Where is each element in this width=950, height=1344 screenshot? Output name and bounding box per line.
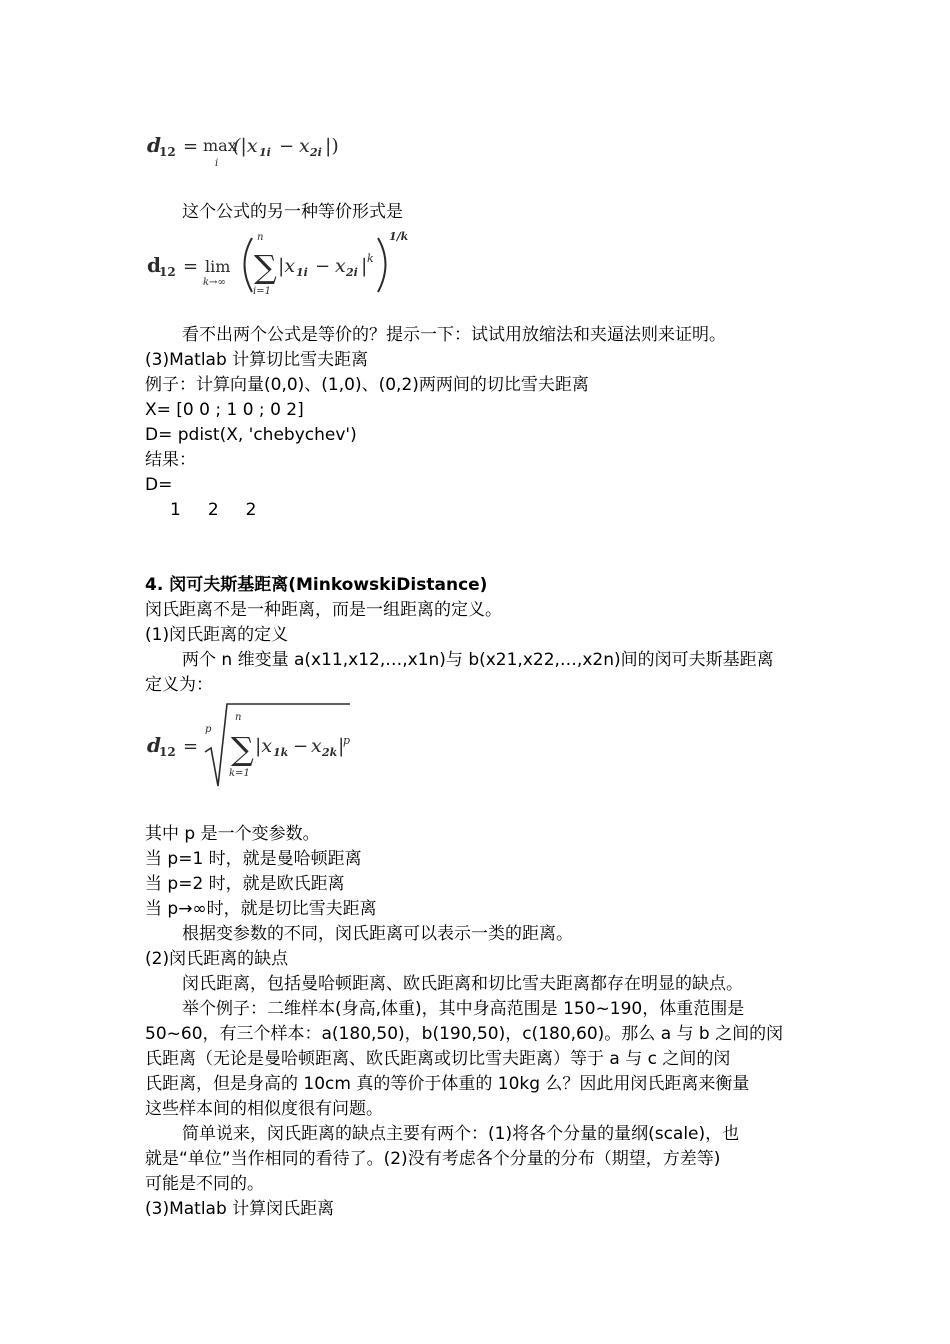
formula3-x1-sub: 1k [273, 746, 289, 759]
formula2-lhs: d [147, 253, 161, 277]
summary-para-line-3: 可能是不同的。 [145, 1174, 264, 1194]
formula3-root-index: p [205, 724, 212, 735]
p1-line: 当 p=1 时，就是曼哈顿距离 [145, 849, 362, 869]
formula1-x1-sub: 1i [259, 146, 271, 159]
subsection-drawbacks: (2)闵氏距离的缺点 [145, 949, 289, 969]
formula2-abs-open: |x [278, 255, 296, 277]
definition-line-1: 两个 n 维变量 a(x11,x12,…,x1n)与 b(x21,x22,…,x2n)间的闵可夫斯基距离 [182, 650, 774, 670]
result-d-label: D= [145, 475, 173, 495]
section-matlab-minkowski: (3)Matlab 计算闵氏距离 [145, 1199, 335, 1219]
formula2-x1-sub: 1i [296, 266, 308, 279]
example-para-line-1: 举个例子：二维样本(身高,体重)，其中身高范围是 150~190，体重范围是 [182, 999, 745, 1019]
definition-line-2: 定义为： [145, 675, 213, 695]
formula1-op-sub: i [215, 158, 219, 169]
formula2-right-paren [378, 238, 386, 292]
formula1-close: |) [325, 135, 339, 157]
example-para-line-2: 50~60，有三个样本：a(180,50)，b(190,50)，c(180,60)。那么 a 与 b 之间的闵 [145, 1024, 784, 1044]
formula2-sum-top: n [257, 232, 264, 243]
formula3-sum: ∑ [231, 730, 254, 768]
text-equivalent-form: 这个公式的另一种等价形式是 [182, 202, 403, 222]
result-values: 1 2 2 [170, 500, 257, 520]
formula2-x2-sub: 2i [346, 266, 358, 279]
formula1-lhs-sub: 12 [159, 145, 176, 159]
formula1-x2-sub: 2i [310, 146, 322, 159]
drawback-line: 闵氏距离，包括曼哈顿距离、欧氏距离和切比雪夫距离都存在明显的缺点。 [182, 974, 743, 994]
code-line-x: X= [0 0 ; 1 0 ; 0 2] [145, 400, 304, 420]
text-hint: 看不出两个公式是等价的？提示一下：试试用放缩法和夹逼法则来证明。 [182, 325, 726, 345]
example-para-line-4: 氏距离，但是身高的 10cm 真的等价于体重的 10kg 么？因此用闵氏距离来衡量 [145, 1074, 750, 1094]
formula3-radical [205, 704, 350, 786]
formula3-lhs-sub: 12 [159, 745, 176, 759]
formula2-lim-sub: k→∞ [203, 277, 226, 288]
formula3-lhs: d [147, 733, 161, 757]
formula-chebyshev-max [145, 128, 365, 176]
formula2-power-k: k [367, 252, 374, 265]
formula2-lim: lim [205, 257, 231, 276]
varying-parameter-line: 根据变参数的不同，闵氏距离可以表示一类的距离。 [182, 924, 573, 944]
formula3-abs-close: | [338, 735, 345, 757]
formula3-x: x [311, 735, 322, 757]
formula3-x2-sub: 2k [322, 746, 338, 759]
formula-minkowski [145, 700, 365, 796]
section-matlab-chebyshev: (3)Matlab 计算切比雪夫距离 [145, 350, 369, 370]
formula2-left-paren [245, 238, 253, 292]
formula2-lhs-sub: 12 [159, 265, 176, 279]
formula3-sum-bottom: k=1 [229, 768, 250, 779]
summary-para-line-2: 就是“单位”当作相同的看待了。(2)没有考虑各个分量的分布（期望，方差等) [145, 1149, 721, 1169]
code-line-d: D= pdist(X, 'chebychev') [145, 425, 357, 445]
subsection-definition: (1)闵氏距离的定义 [145, 625, 289, 645]
heading-minkowski: 4. 闵可夫斯基距离(MinkowskiDistance) [145, 575, 488, 595]
example-para-line-3: 氏距离（无论是曼哈顿距离、欧氏距离或切比雪夫距离）等于 a 与 c 之间的闵 [145, 1049, 731, 1069]
formula1-op: max [203, 136, 237, 155]
p-infinity-line: 当 p→∞时，就是切比雪夫距离 [145, 899, 377, 919]
formula-chebyshev-limit [145, 228, 415, 304]
formula3-power-p: p [343, 734, 351, 747]
result-label: 结果： [145, 450, 196, 470]
minkowski-intro: 闵氏距离不是一种距离，而是一组距离的定义。 [145, 600, 502, 620]
example-para-line-5: 这些样本间的相似度很有问题。 [145, 1099, 383, 1119]
formula3-minus: − [293, 736, 309, 757]
p2-line: 当 p=2 时，就是欧氏距离 [145, 874, 345, 894]
example-line: 例子：计算向量(0,0)、(1,0)、(0,2)两两间的切比雪夫距离 [145, 375, 589, 395]
p-parameter-line: 其中 p 是一个变参数。 [145, 824, 320, 844]
formula2-abs-close: | [361, 255, 368, 277]
summary-para-line-1: 简单说来，闵氏距离的缺点主要有两个：(1)将各个分量的量纲(scale)，也 [182, 1124, 740, 1144]
formula1-x: x [299, 135, 310, 157]
formula2-sum-bottom: i=1 [253, 286, 271, 297]
formula2-exponent: 1/k [389, 230, 409, 243]
formula3-abs-open: |x [255, 735, 273, 757]
formula2-eq: = [183, 256, 199, 277]
formula1-minus: − [279, 136, 295, 157]
formula1-eq: = [183, 136, 199, 157]
formula1-body: (|x [233, 135, 258, 157]
formula2-x: x [335, 255, 346, 277]
formula3-eq: = [183, 736, 199, 757]
formula3-sum-top: n [235, 712, 242, 723]
formula1-lhs: d [147, 133, 161, 157]
formula2-sum: ∑ [254, 248, 277, 286]
formula2-minus: − [315, 256, 331, 277]
